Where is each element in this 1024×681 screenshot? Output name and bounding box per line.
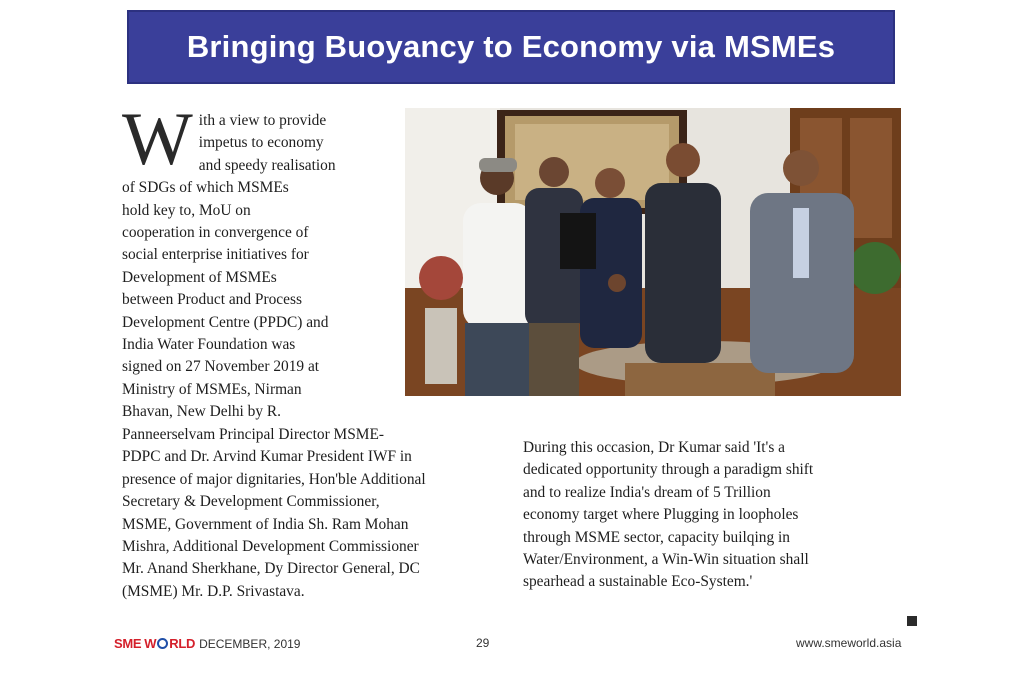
title-banner xyxy=(127,10,895,84)
article-line: (MSME) Mr. D.P. Srivastava. xyxy=(122,582,305,600)
article-line: impetus to economy xyxy=(198,134,324,152)
article-line: Secretary & Development Commissioner, xyxy=(122,493,380,511)
page-number: 29 xyxy=(476,636,490,650)
article-line: India Water Foundation was xyxy=(122,336,296,354)
article-line: and speedy realisation xyxy=(198,156,336,174)
article-line: Mishra, Additional Development Commissioner xyxy=(122,538,419,556)
article-line: MSME, Government of India Sh. Ram Mohan xyxy=(122,515,409,533)
brand-sme: SME xyxy=(114,636,142,651)
article-line: Development Centre (PPDC) and xyxy=(122,313,329,331)
footer-brand xyxy=(114,636,300,651)
issue-date: DECEMBER, 2019 xyxy=(199,636,301,651)
drop-cap: W xyxy=(122,98,193,181)
article-line: and to realize India's dream of 5 Trillion xyxy=(523,483,771,501)
page-title: Bringing Buoyancy to Economy via MSMEs xyxy=(186,29,836,64)
brand-w: W xyxy=(144,636,157,651)
article-end-mark xyxy=(907,616,917,626)
globe-icon xyxy=(157,638,168,649)
article-line: hold key to, MoU on xyxy=(122,201,251,219)
article-line: During this occasion, Dr Kumar said 'It's a xyxy=(523,439,786,456)
article-column-right xyxy=(523,437,883,594)
article-line: Bhavan, New Delhi by R. xyxy=(122,403,282,421)
article-line: Mr. Anand Sherkhane, Dy Director General, DC xyxy=(122,560,420,578)
article-line: Development of MSMEs xyxy=(122,268,277,286)
article-line: spearhead a sustainable Eco-System.' xyxy=(523,573,753,591)
article-line: of SDGs of which MSMEs xyxy=(122,179,289,197)
article-line: through MSME sector, capacity builqing in xyxy=(523,528,790,546)
website-url: www.smeworld.asia xyxy=(796,636,902,650)
article-line: dedicated opportunity through a paradigm shift xyxy=(523,461,814,479)
article-column-wide xyxy=(122,424,502,603)
article-line: Ministry of MSMEs, Nirman xyxy=(122,380,302,398)
article-line: Panneerselvam Principal Director MSME- xyxy=(122,426,385,443)
article-line: social enterprise initiatives for xyxy=(122,246,309,264)
mou-signing-photo xyxy=(405,108,901,396)
article-line: cooperation in convergence of xyxy=(122,224,309,242)
article-line: between Product and Process xyxy=(122,291,302,309)
article-line: presence of major dignitaries, Hon'ble Additional xyxy=(122,470,426,488)
article-line: ith a view to provide xyxy=(198,112,327,129)
article-line: PDPC and Dr. Arvind Kumar President IWF in xyxy=(122,448,412,466)
article-line: signed on 27 November 2019 at xyxy=(122,358,320,376)
brand-rld: RLD xyxy=(169,636,196,651)
article-column-left xyxy=(122,98,407,424)
article-line: economy target where Plugging in loopholes xyxy=(523,506,799,524)
article-line: Water/Environment, a Win-Win situation shall xyxy=(523,551,809,569)
